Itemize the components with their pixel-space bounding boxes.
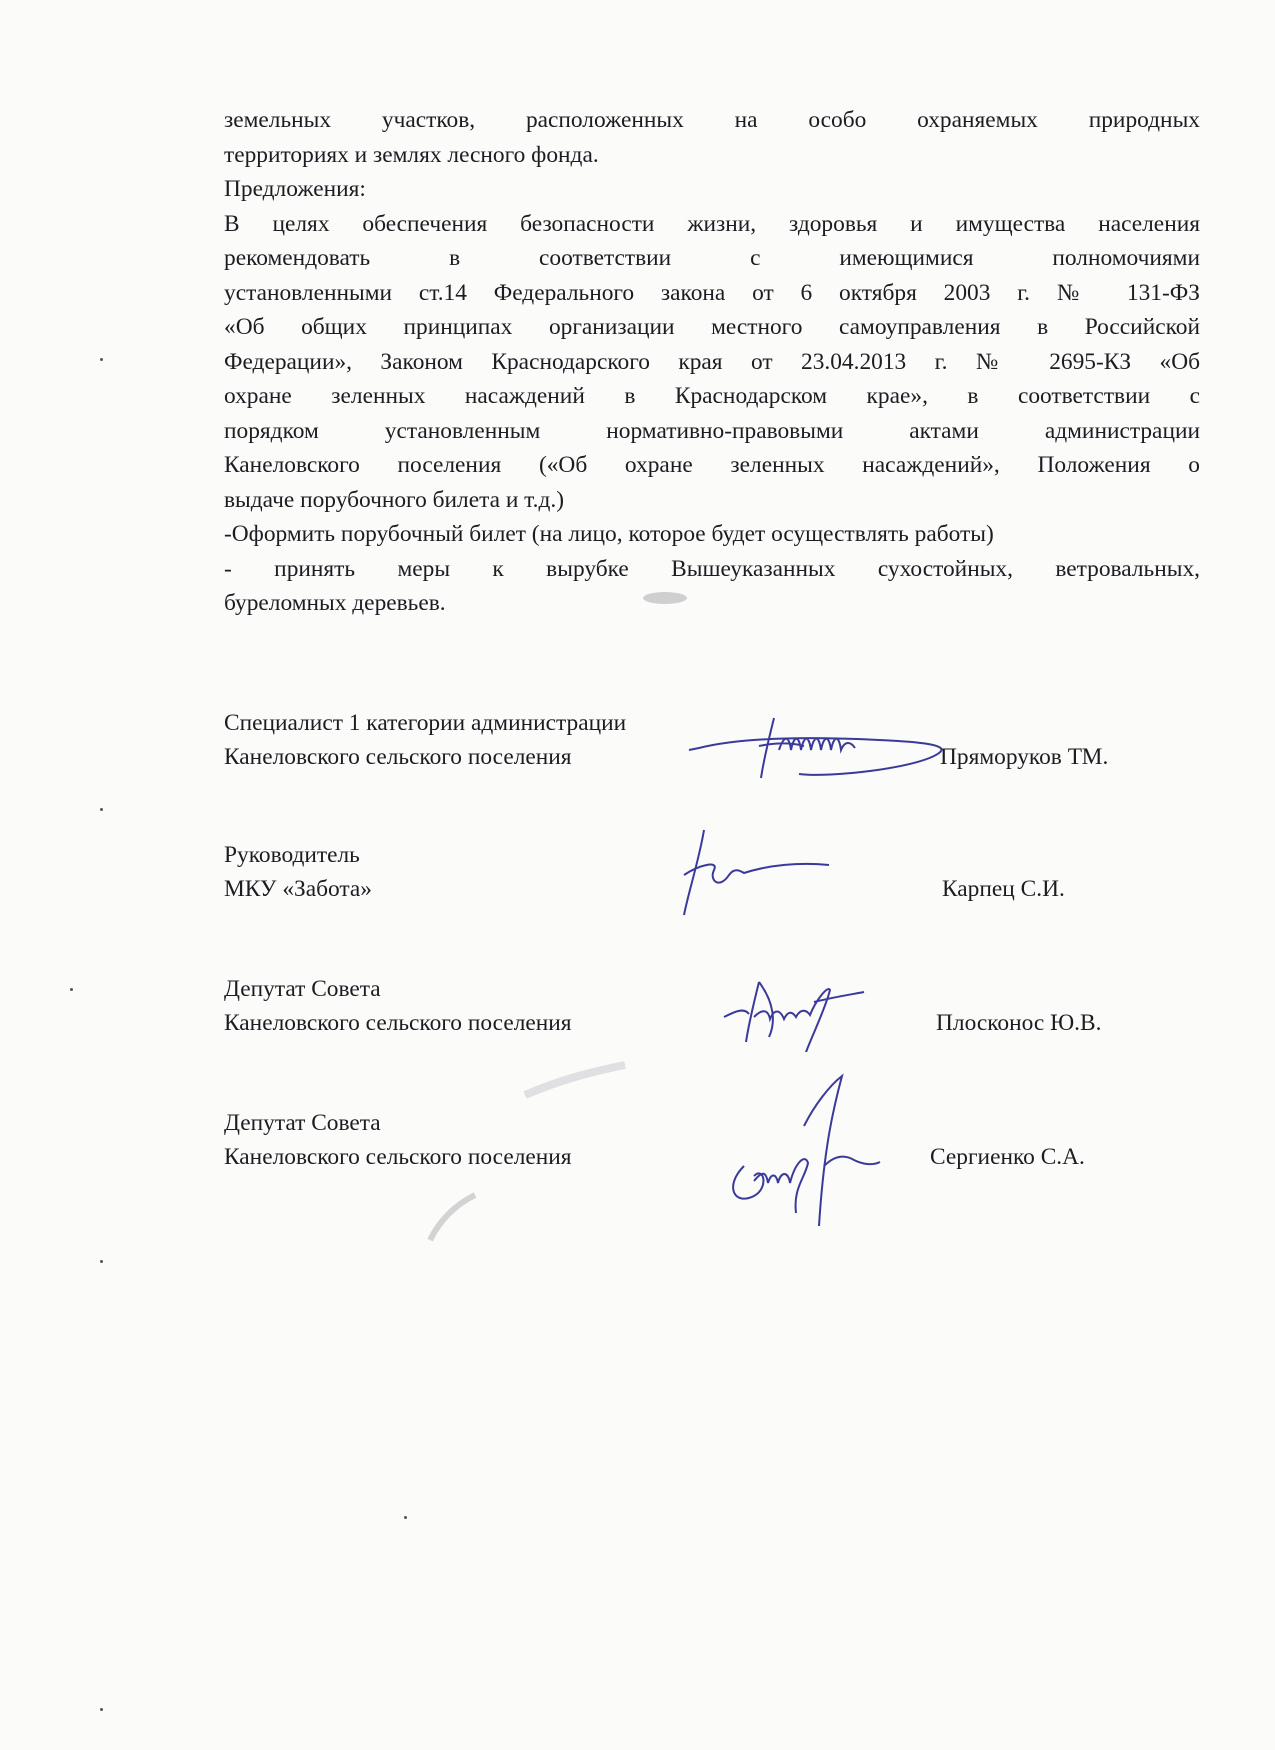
- signer-title: Специалист 1 категории администрации: [224, 710, 627, 736]
- signer-title: Депутат Совета: [224, 1110, 381, 1136]
- signature-block-4: [224, 1106, 1154, 1186]
- signature-block-2: [224, 838, 1154, 918]
- signature-2-image: [659, 820, 849, 920]
- body-line: Канеловского поселения («Об охране зеленных насаждений», Положения о: [224, 452, 1200, 478]
- signature-block-3: [224, 972, 1154, 1052]
- body-line: земельных участков, расположенных на особо охраняемых природных: [224, 107, 1200, 133]
- signer-organization: Канеловского сельского поселения: [224, 744, 572, 770]
- signature-1-image: [679, 698, 979, 788]
- action-item: -Оформить порубочный билет (на лицо, которое будет осуществлять работы): [224, 521, 994, 547]
- signer-name: Карпец С.И.: [942, 876, 1065, 902]
- scan-speck: [100, 1260, 103, 1263]
- body-line: охране зеленных насаждений в Краснодарском крае», в соответствии с: [224, 383, 1200, 409]
- body-line: выдаче порубочного билета и т.д.): [224, 486, 565, 513]
- signer-organization: МКУ «Забота»: [224, 876, 373, 902]
- document-body: [224, 103, 1200, 621]
- signer-title: Депутат Совета: [224, 976, 381, 1002]
- signer-name: Плосконос Ю.В.: [936, 1010, 1102, 1036]
- body-line: Федерации», Законом Краснодарского края от 23.04.2013 г. № 2695-КЗ «Об: [224, 348, 1200, 375]
- signature-block-1: [224, 706, 1154, 786]
- scan-speck: [100, 1708, 103, 1711]
- signature-4-image: [714, 1066, 894, 1236]
- scan-speck: [100, 358, 103, 361]
- proposals-heading: Предложения:: [224, 176, 366, 202]
- body-line: порядком установленным нормативно-правовыми актами администрации: [224, 417, 1200, 444]
- action-item: - принять меры к вырубке Вышеуказанных сухостойных, ветровальных,: [224, 555, 1200, 582]
- signer-organization: Канеловского сельского поселения: [224, 1010, 572, 1036]
- scan-speck: [70, 988, 73, 991]
- scan-smudge: [520, 1060, 630, 1100]
- signer-title: Руководитель: [224, 842, 360, 868]
- signer-name: Сергиенко С.А.: [930, 1144, 1085, 1170]
- body-line: «Об общих принципах организации местного самоуправления в Российской: [224, 314, 1200, 340]
- scan-speck: [100, 808, 103, 811]
- signer-organization: Канеловского сельского поселения: [224, 1144, 572, 1170]
- body-line: рекомендовать в соответствии с имеющимися полномочиями: [224, 245, 1200, 271]
- body-line: территориях и землях лесного фонда.: [224, 141, 599, 168]
- body-line: установленными ст.14 Федерального закона от 6 октября 2003 г. № 131-ФЗ: [224, 279, 1200, 306]
- scan-smudge: [640, 588, 690, 608]
- signer-name: Пряморуков ТМ.: [940, 744, 1109, 770]
- body-line: В целях обеспечения безопасности жизни, здоровья и имущества населения: [224, 210, 1200, 237]
- signature-3-image: [714, 962, 884, 1052]
- action-item: буреломных деревьев.: [224, 590, 446, 616]
- scan-speck: [404, 1516, 407, 1519]
- scan-smudge: [420, 1180, 490, 1250]
